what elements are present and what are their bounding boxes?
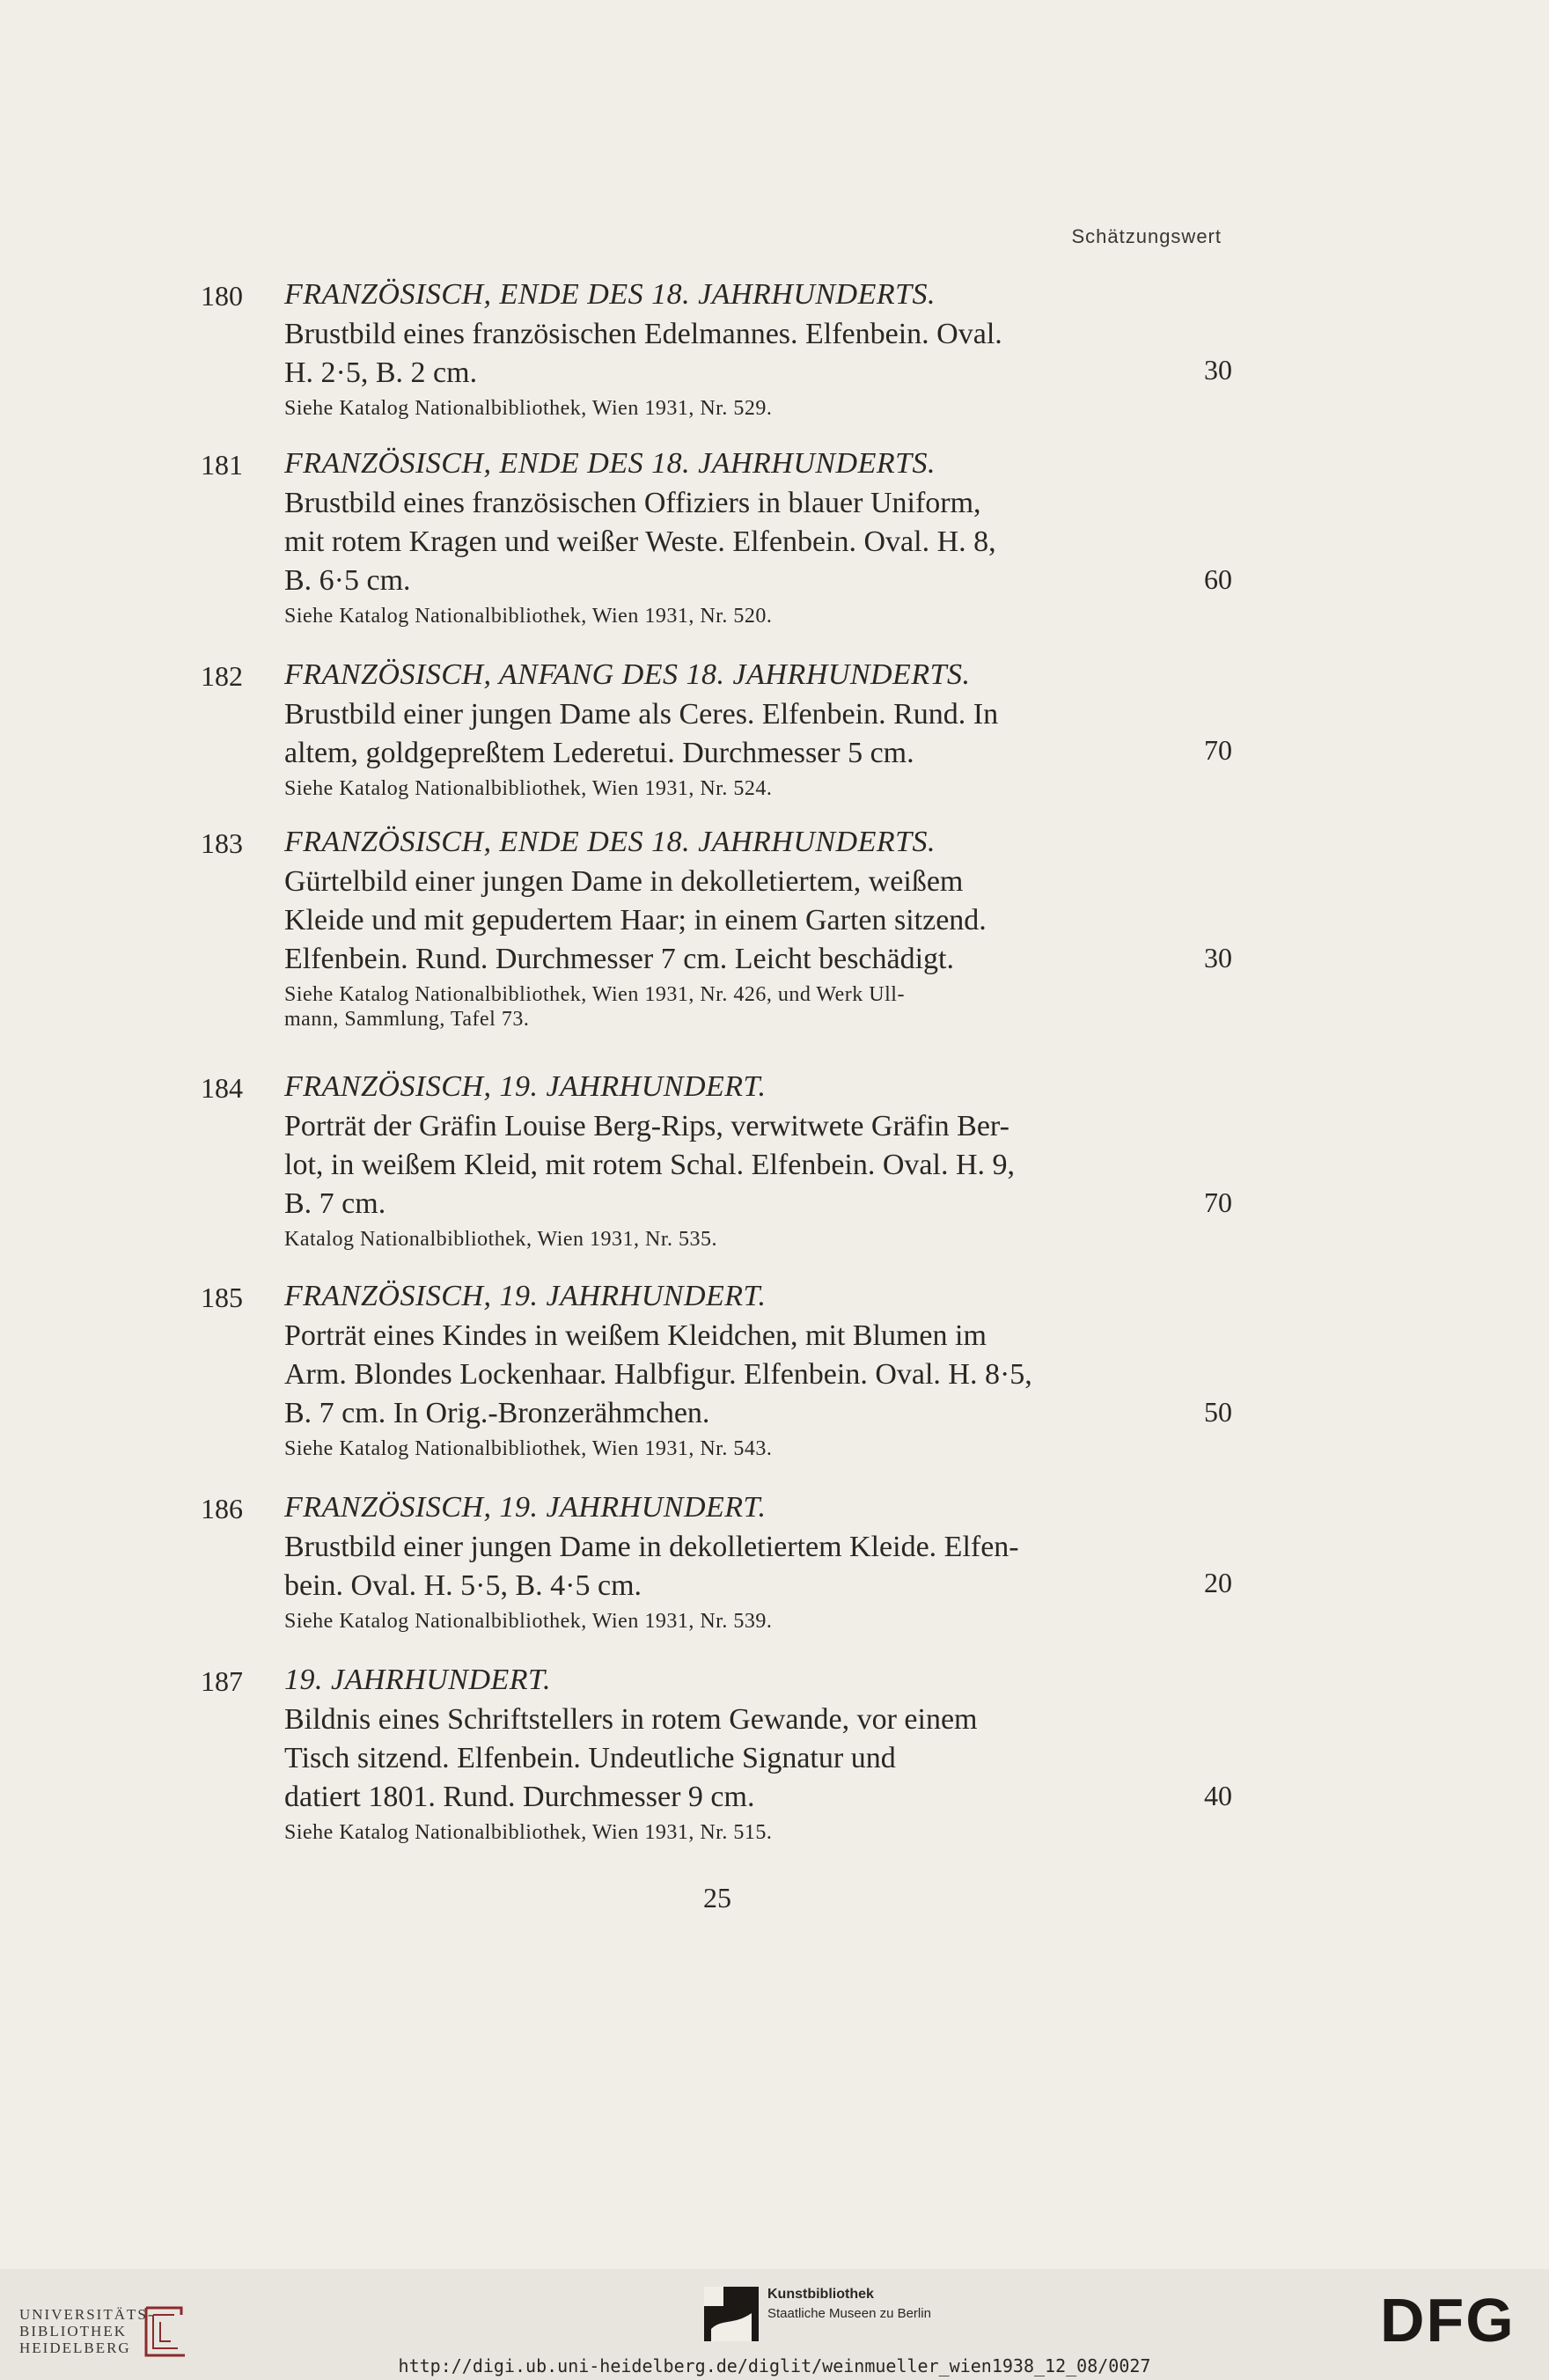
- entry-reference: Katalog Nationalbibliothek, Wien 1931, Nr. 535.: [284, 1228, 718, 1251]
- entry-reference: Siehe Katalog Nationalbibliothek, Wien 1931, Nr. 539.: [284, 1610, 773, 1633]
- entry-reference: Siehe Katalog Nationalbibliothek, Wien 1931, Nr. 426, und Werk Ull-: [284, 983, 905, 1006]
- catalog-entry-180: [201, 275, 1232, 420]
- entry-line: B. 7 cm.: [284, 1187, 386, 1220]
- entry-line: Porträt der Gräfin Louise Berg-Rips, verwitwete Gräfin Ber-: [284, 1110, 1009, 1142]
- estimate-value: 70: [1204, 1186, 1232, 1218]
- entry-line: datiert 1801. Rund. Durchmesser 9 cm.: [284, 1781, 755, 1813]
- estimate-value: 20: [1204, 1567, 1232, 1598]
- estimate-value: 50: [1204, 1396, 1232, 1428]
- catalog-entry-186: [201, 1488, 1232, 1637]
- entry-line: mit rotem Kragen und weißer Weste. Elfenbein. Oval. H. 8,: [284, 525, 996, 558]
- entry-line: Brustbild einer jungen Dame als Ceres. Elfenbein. Rund. In: [284, 698, 999, 731]
- entry-line: Brustbild eines französischen Edelmannes. Elfenbein. Oval.: [284, 318, 1002, 350]
- entry-line: H. 2·5, B. 2 cm.: [284, 356, 478, 389]
- catalog-entry-184: [201, 1067, 1232, 1252]
- catalog-entry-187: [201, 1660, 1232, 1845]
- permalink-url[interactable]: http://digi.ub.uni-heidelberg.de/diglit/weinmueller_wien1938_12_08/0027: [398, 2355, 1151, 2376]
- dfg-logo[interactable]: DFG: [1380, 2286, 1516, 2354]
- catalog-entry-181: [201, 444, 1232, 628]
- kunstbibliothek-logo-icon[interactable]: [704, 2287, 759, 2341]
- entry-line: Porträt eines Kindes in weißem Kleidchen, mit Blumen im: [284, 1319, 987, 1352]
- entry-line: Gürtelbild einer jungen Dame in dekolletiertem, weißem: [284, 865, 964, 898]
- entry-reference: mann, Sammlung, Tafel 73.: [284, 1008, 530, 1031]
- entry-title: FRANZÖSISCH, ENDE DES 18. JAHRHUNDERTS.: [284, 447, 936, 480]
- lot-number: 181: [201, 449, 243, 481]
- entry-title: FRANZÖSISCH, ENDE DES 18. JAHRHUNDERTS.: [284, 278, 936, 311]
- entry-line: altem, goldgepreßtem Lederetui. Durchmesser 5 cm.: [284, 737, 914, 769]
- entry-title: FRANZÖSISCH, ANFANG DES 18. JAHRHUNDERTS.: [284, 658, 971, 691]
- entry-line: Elfenbein. Rund. Durchmesser 7 cm. Leicht beschädigt.: [284, 943, 954, 975]
- entry-title: FRANZÖSISCH, ENDE DES 18. JAHRHUNDERTS.: [284, 826, 936, 858]
- entry-line: Bildnis eines Schriftstellers in rotem Gewande, vor einem: [284, 1703, 978, 1736]
- estimate-value: 30: [1204, 942, 1232, 973]
- logo-line: BIBLIOTHEK: [19, 2323, 127, 2340]
- kunstbibliothek-text: [767, 2285, 931, 2324]
- entry-line: lot, in weißem Kleid, mit rotem Schal. Elfenbein. Oval. H. 9,: [284, 1149, 1015, 1181]
- entry-reference: Siehe Katalog Nationalbibliothek, Wien 1931, Nr. 515.: [284, 1821, 773, 1844]
- estimate-value: 30: [1204, 354, 1232, 386]
- entry-line: Arm. Blondes Lockenhaar. Halbfigur. Elfenbein. Oval. H. 8·5,: [284, 1358, 1032, 1391]
- university-library-logo[interactable]: [19, 2306, 155, 2356]
- lot-number: 182: [201, 660, 243, 692]
- lot-number: 186: [201, 1493, 243, 1524]
- estimate-value: 70: [1204, 734, 1232, 766]
- logo-line: HEIDELBERG: [19, 2340, 131, 2356]
- logo-line: UNIVERSITÄTS-: [19, 2306, 155, 2323]
- entry-title: FRANZÖSISCH, 19. JAHRHUNDERT.: [284, 1280, 767, 1312]
- catalog-entry-182: [201, 655, 1232, 804]
- entry-reference: Siehe Katalog Nationalbibliothek, Wien 1931, Nr. 529.: [284, 397, 773, 420]
- entry-line: B. 6·5 cm.: [284, 564, 411, 597]
- entry-title: 19. JAHRHUNDERT.: [284, 1664, 551, 1696]
- university-library-mark-icon: [143, 2306, 188, 2359]
- lot-number: 183: [201, 827, 243, 859]
- estimate-column-header: Schätzungswert: [1071, 225, 1222, 247]
- lot-number: 180: [201, 280, 243, 312]
- lot-number: 187: [201, 1665, 243, 1697]
- lot-number: 184: [201, 1072, 243, 1104]
- page-number: 25: [703, 1882, 731, 1914]
- estimate-value: 60: [1204, 563, 1232, 595]
- entry-reference: Siehe Katalog Nationalbibliothek, Wien 1931, Nr. 524.: [284, 777, 773, 800]
- kunstbibliothek-title: Kunstbibliothek: [767, 2287, 874, 2302]
- entry-reference: Siehe Katalog Nationalbibliothek, Wien 1931, Nr. 543.: [284, 1437, 773, 1460]
- estimate-value: 40: [1204, 1780, 1232, 1811]
- entry-title: FRANZÖSISCH, 19. JAHRHUNDERT.: [284, 1491, 767, 1524]
- entry-title: FRANZÖSISCH, 19. JAHRHUNDERT.: [284, 1070, 767, 1103]
- entry-line: bein. Oval. H. 5·5, B. 4·5 cm.: [284, 1569, 642, 1602]
- entry-line: Kleide und mit gepudertem Haar; in einem Garten sitzend.: [284, 904, 987, 937]
- entry-line: Brustbild eines französischen Offiziers in blauer Uniform,: [284, 487, 981, 519]
- entry-reference: Siehe Katalog Nationalbibliothek, Wien 1931, Nr. 520.: [284, 605, 773, 628]
- catalog-entry-183: [201, 822, 1232, 1042]
- entry-line: B. 7 cm. In Orig.-Bronzerähmchen.: [284, 1397, 710, 1429]
- entry-line: Tisch sitzend. Elfenbein. Undeutliche Signatur und: [284, 1742, 896, 1774]
- lot-number: 185: [201, 1282, 243, 1313]
- catalog-entry-185: [201, 1276, 1232, 1461]
- kunstbibliothek-subtitle: Staatliche Museen zu Berlin: [767, 2306, 931, 2321]
- entry-line: Brustbild einer jungen Dame in dekolletiertem Kleide. Elfen-: [284, 1531, 1019, 1563]
